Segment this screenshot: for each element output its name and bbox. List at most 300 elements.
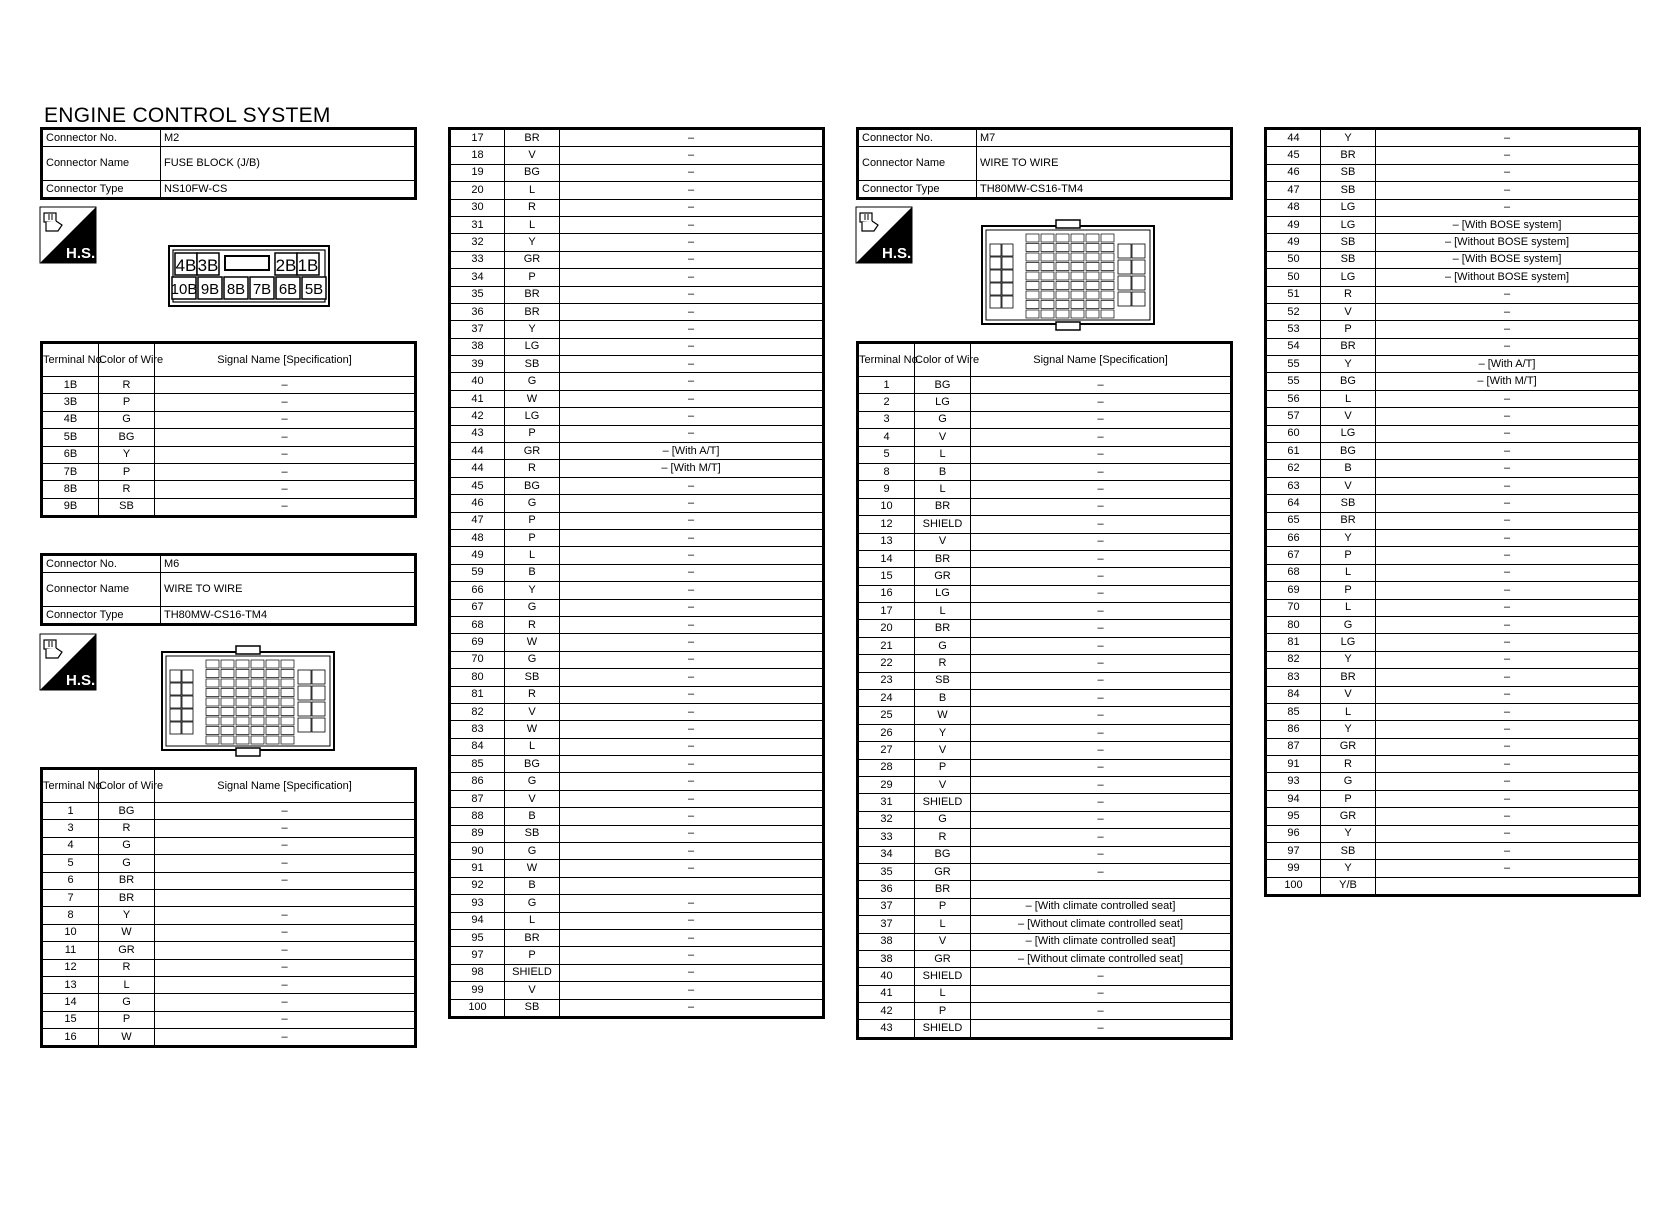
wire-color-cell: SB bbox=[505, 825, 560, 842]
table-row bbox=[1266, 616, 1640, 633]
terminal-no-cell: 35 bbox=[858, 863, 915, 880]
wire-color-cell: BR bbox=[505, 929, 560, 946]
wire-color-cell: G bbox=[505, 895, 560, 912]
wire-color-cell: Y bbox=[1321, 651, 1376, 668]
terminal-table-m2 bbox=[40, 341, 417, 518]
table-row bbox=[858, 516, 1232, 533]
wire-color-cell: Y bbox=[1321, 356, 1376, 373]
hs-badge-text: H.S. bbox=[66, 672, 96, 689]
table-row bbox=[858, 829, 1232, 846]
table-row bbox=[1266, 669, 1640, 686]
signal-name-cell: – bbox=[560, 512, 824, 529]
signal-name-cell: – bbox=[560, 773, 824, 790]
signal-name-cell: – bbox=[560, 286, 824, 303]
terminal-no-cell: 48 bbox=[450, 529, 505, 546]
signal-name-cell: – bbox=[155, 803, 416, 820]
table-row bbox=[42, 837, 416, 854]
signal-name-cell: – bbox=[1376, 860, 1640, 877]
signal-name-cell: – bbox=[971, 603, 1232, 620]
terminal-no-cell: 31 bbox=[858, 794, 915, 811]
wire-color-cell: V bbox=[915, 933, 971, 950]
wire-color-cell: BG bbox=[915, 377, 971, 394]
table-row bbox=[858, 533, 1232, 550]
wire-color-cell: SB bbox=[915, 672, 971, 689]
terminal-no-cell: 5B bbox=[42, 429, 99, 446]
table-row bbox=[858, 724, 1232, 741]
signal-name-cell: – bbox=[560, 547, 824, 564]
signal-name-cell: – bbox=[971, 411, 1232, 428]
table-row bbox=[858, 585, 1232, 602]
wire-color-cell: L bbox=[915, 481, 971, 498]
connector-info-m7 bbox=[856, 127, 1233, 200]
signal-name-cell: – bbox=[971, 377, 1232, 394]
table-row bbox=[858, 446, 1232, 463]
table-row bbox=[450, 843, 824, 860]
table-row bbox=[858, 811, 1232, 828]
terminal-no-cell: 83 bbox=[450, 721, 505, 738]
wire-color-cell: GR bbox=[1321, 808, 1376, 825]
terminal-no-cell: 26 bbox=[858, 724, 915, 741]
terminal-no-header: Terminal No. bbox=[42, 343, 99, 377]
table-row bbox=[858, 881, 1232, 898]
table-row bbox=[858, 690, 1232, 707]
terminal-no-cell: 13 bbox=[858, 533, 915, 550]
pin-label: 7B bbox=[252, 281, 272, 298]
wire-color-cell: R bbox=[1321, 756, 1376, 773]
terminal-table-m7 bbox=[856, 341, 1233, 1040]
color-of-wire-header: Color of Wire bbox=[915, 343, 971, 377]
table-row bbox=[450, 982, 824, 999]
table-row bbox=[858, 742, 1232, 759]
table-row bbox=[450, 651, 824, 668]
terminal-no-cell: 88 bbox=[450, 808, 505, 825]
wire-color-cell: Y bbox=[1321, 721, 1376, 738]
table-row bbox=[1266, 425, 1640, 442]
table-row bbox=[1266, 460, 1640, 477]
wire-color-cell: BG bbox=[1321, 373, 1376, 390]
terminal-no-cell: 80 bbox=[450, 669, 505, 686]
wire-color-cell: G bbox=[505, 373, 560, 390]
table-row bbox=[450, 895, 824, 912]
wire-color-cell: W bbox=[99, 1029, 155, 1047]
terminal-table-m6-continued bbox=[448, 127, 825, 1019]
connector-type-label: Connector Type bbox=[42, 607, 161, 625]
terminal-no-cell: 49 bbox=[1266, 234, 1321, 251]
signal-name-header: Signal Name [Specification] bbox=[971, 343, 1232, 377]
terminal-no-cell: 53 bbox=[1266, 321, 1321, 338]
table-row bbox=[42, 1011, 416, 1028]
terminal-no-cell: 83 bbox=[1266, 669, 1321, 686]
terminal-no-cell: 47 bbox=[450, 512, 505, 529]
signal-name-cell: – bbox=[560, 408, 824, 425]
signal-name-cell: – bbox=[971, 985, 1232, 1002]
wire-color-cell: P bbox=[1321, 582, 1376, 599]
signal-name-cell: – bbox=[971, 742, 1232, 759]
signal-name-cell: – bbox=[560, 860, 824, 877]
terminal-table-m6-wrap bbox=[40, 767, 417, 1048]
signal-name-cell: – bbox=[560, 651, 824, 668]
signal-name-cell: – bbox=[1376, 495, 1640, 512]
wire-color-cell: R bbox=[99, 959, 155, 976]
signal-name-cell: – bbox=[1376, 825, 1640, 842]
table-row bbox=[1266, 182, 1640, 199]
table-row bbox=[1266, 808, 1640, 825]
terminal-no-cell: 1 bbox=[42, 803, 99, 820]
signal-name-cell: – bbox=[560, 721, 824, 738]
terminal-no-cell: 100 bbox=[1266, 877, 1321, 895]
wire-color-cell: GR bbox=[505, 443, 560, 460]
connector-name-value: FUSE BLOCK (J/B) bbox=[161, 147, 416, 181]
terminal-no-cell: 8 bbox=[858, 463, 915, 480]
signal-name-cell: – bbox=[971, 550, 1232, 567]
connector-name-value: WIRE TO WIRE bbox=[977, 147, 1232, 181]
signal-name-cell: – bbox=[1376, 460, 1640, 477]
table-row bbox=[858, 916, 1232, 933]
table-row bbox=[1266, 303, 1640, 320]
wire-color-cell: BR bbox=[915, 550, 971, 567]
table-row bbox=[858, 463, 1232, 480]
table-row bbox=[858, 985, 1232, 1002]
table-row bbox=[858, 568, 1232, 585]
wire-color-cell: W bbox=[915, 707, 971, 724]
table-row bbox=[42, 976, 416, 993]
terminal-no-cell: 12 bbox=[858, 516, 915, 533]
signal-name-cell: – bbox=[971, 516, 1232, 533]
wire-color-cell: R bbox=[99, 481, 155, 498]
terminal-no-cell: 43 bbox=[450, 425, 505, 442]
signal-name-cell: – bbox=[560, 686, 824, 703]
terminal-no-cell: 55 bbox=[1266, 373, 1321, 390]
signal-name-cell: – bbox=[155, 820, 416, 837]
terminal-no-cell: 10 bbox=[42, 924, 99, 941]
signal-name-cell: – bbox=[971, 707, 1232, 724]
signal-name-cell: – bbox=[560, 529, 824, 546]
terminal-no-cell: 38 bbox=[858, 933, 915, 950]
signal-name-cell: – bbox=[155, 463, 416, 480]
signal-name-cell: – bbox=[1376, 582, 1640, 599]
terminal-no-cell: 45 bbox=[1266, 147, 1321, 164]
wire-color-cell: G bbox=[99, 855, 155, 872]
signal-name-cell: – bbox=[560, 269, 824, 286]
wire-color-cell: L bbox=[99, 976, 155, 993]
wire-color-cell: G bbox=[505, 773, 560, 790]
terminal-no-cell: 2 bbox=[858, 394, 915, 411]
color-of-wire-header: Color of Wire bbox=[99, 769, 155, 803]
signal-name-cell: – bbox=[560, 373, 824, 390]
table-row bbox=[450, 286, 824, 303]
wire-color-cell: L bbox=[1321, 390, 1376, 407]
table-row bbox=[1266, 860, 1640, 877]
table-row bbox=[42, 446, 416, 463]
terminal-no-cell: 47 bbox=[1266, 182, 1321, 199]
terminal-no-cell: 28 bbox=[858, 759, 915, 776]
signal-name-cell: – bbox=[155, 394, 416, 411]
terminal-no-cell: 40 bbox=[858, 968, 915, 985]
wire-color-cell: SB bbox=[505, 669, 560, 686]
signal-name-cell: – bbox=[560, 182, 824, 199]
table-row bbox=[450, 947, 824, 964]
terminal-no-cell: 81 bbox=[450, 686, 505, 703]
terminal-no-cell: 42 bbox=[858, 1003, 915, 1020]
table-row bbox=[1266, 582, 1640, 599]
wire-color-cell: W bbox=[505, 860, 560, 877]
terminal-no-cell: 20 bbox=[450, 182, 505, 199]
signal-name-cell: – bbox=[1376, 634, 1640, 651]
connector-info-m2 bbox=[40, 127, 417, 200]
wire-color-cell: P bbox=[1321, 547, 1376, 564]
wire-color-cell: BG bbox=[505, 477, 560, 494]
table-row bbox=[42, 907, 416, 924]
terminal-no-cell: 64 bbox=[1266, 495, 1321, 512]
wire-color-cell: V bbox=[915, 429, 971, 446]
wire-color-cell: BG bbox=[99, 803, 155, 820]
signal-name-cell: – bbox=[971, 394, 1232, 411]
table-row bbox=[450, 216, 824, 233]
signal-name-cell: – bbox=[971, 498, 1232, 515]
wire-color-cell: LG bbox=[1321, 269, 1376, 286]
table-row bbox=[42, 872, 416, 889]
table-row bbox=[450, 199, 824, 216]
terminal-no-cell: 18 bbox=[450, 147, 505, 164]
wire-color-cell: GR bbox=[915, 863, 971, 880]
terminal-no-cell: 3 bbox=[42, 820, 99, 837]
table-row bbox=[1266, 843, 1640, 860]
terminal-no-cell: 86 bbox=[450, 773, 505, 790]
wire-color-cell: BR bbox=[505, 303, 560, 320]
table-row bbox=[1266, 825, 1640, 842]
wire-color-cell: Y bbox=[505, 234, 560, 251]
wire-color-cell: BG bbox=[505, 164, 560, 181]
signal-name-cell: – bbox=[560, 356, 824, 373]
table-row bbox=[1266, 321, 1640, 338]
signal-name-cell: – bbox=[1376, 773, 1640, 790]
wire-color-cell: BR bbox=[1321, 338, 1376, 355]
terminal-no-cell: 69 bbox=[450, 634, 505, 651]
hs-badge-text: H.S. bbox=[66, 245, 96, 262]
terminal-no-cell: 30 bbox=[450, 199, 505, 216]
table-row bbox=[42, 803, 416, 820]
terminal-no-cell: 59 bbox=[450, 564, 505, 581]
table-row bbox=[450, 999, 824, 1017]
signal-name-cell: – bbox=[1376, 390, 1640, 407]
pin-label: 8B bbox=[226, 281, 246, 298]
table-row bbox=[450, 703, 824, 720]
signal-name-cell: – bbox=[560, 912, 824, 929]
terminal-table-m2-wrap bbox=[40, 341, 417, 518]
wire-color-cell: SB bbox=[1321, 234, 1376, 251]
connector-type-value: TH80MW-CS16-TM4 bbox=[977, 181, 1232, 199]
wire-color-cell: Y bbox=[1321, 860, 1376, 877]
table-row bbox=[42, 377, 416, 394]
signal-name-cell: – bbox=[971, 829, 1232, 846]
page-title: ENGINE CONTROL SYSTEM bbox=[44, 104, 331, 127]
wire-color-cell: Y bbox=[915, 724, 971, 741]
table-row bbox=[1266, 199, 1640, 216]
connector-name-label: Connector Name bbox=[42, 573, 161, 607]
terminal-table-m7-continued bbox=[1264, 127, 1641, 897]
terminal-no-cell: 51 bbox=[1266, 286, 1321, 303]
table-row bbox=[1266, 756, 1640, 773]
wire-color-cell: V bbox=[915, 742, 971, 759]
connector-info-m6-wrap bbox=[40, 553, 417, 626]
signal-name-cell: – bbox=[1376, 547, 1640, 564]
wire-color-cell: B bbox=[915, 463, 971, 480]
table-row bbox=[858, 498, 1232, 515]
table-row bbox=[1266, 286, 1640, 303]
signal-name-cell: – bbox=[971, 533, 1232, 550]
table-row bbox=[1266, 164, 1640, 181]
table-row bbox=[1266, 251, 1640, 268]
terminal-no-cell: 4 bbox=[42, 837, 99, 854]
table-row bbox=[450, 686, 824, 703]
signal-name-cell: – bbox=[155, 1011, 416, 1028]
signal-name-cell: – bbox=[560, 947, 824, 964]
signal-name-cell: – bbox=[155, 377, 416, 394]
signal-name-cell: – bbox=[155, 942, 416, 959]
signal-name-cell: – bbox=[560, 616, 824, 633]
terminal-no-cell: 37 bbox=[858, 898, 915, 915]
signal-name-cell: – bbox=[155, 837, 416, 854]
table-row bbox=[450, 390, 824, 407]
signal-name-cell: – bbox=[1376, 303, 1640, 320]
table-row bbox=[450, 408, 824, 425]
wire-color-cell: G bbox=[505, 843, 560, 860]
pin-label: 1B bbox=[297, 256, 319, 275]
signal-name-cell: – bbox=[1376, 408, 1640, 425]
wire-color-cell: V bbox=[505, 703, 560, 720]
wire-color-cell: V bbox=[1321, 477, 1376, 494]
wire-color-cell: R bbox=[505, 460, 560, 477]
terminal-no-cell: 61 bbox=[1266, 443, 1321, 460]
table-row bbox=[42, 855, 416, 872]
signal-name-cell: – bbox=[560, 495, 824, 512]
connector-info-m6 bbox=[40, 553, 417, 626]
terminal-no-cell: 20 bbox=[858, 620, 915, 637]
signal-name-cell: – bbox=[971, 968, 1232, 985]
signal-name-cell: – bbox=[560, 303, 824, 320]
terminal-no-cell: 14 bbox=[42, 994, 99, 1011]
terminal-no-cell: 65 bbox=[1266, 512, 1321, 529]
terminal-no-cell: 66 bbox=[1266, 529, 1321, 546]
terminal-no-cell: 16 bbox=[858, 585, 915, 602]
wire-color-cell: R bbox=[505, 616, 560, 633]
wire-color-cell: R bbox=[505, 686, 560, 703]
table-row bbox=[1266, 790, 1640, 807]
connector-no-value: M2 bbox=[161, 129, 416, 147]
terminal-no-cell: 87 bbox=[1266, 738, 1321, 755]
terminal-no-cell: 15 bbox=[42, 1011, 99, 1028]
table-row bbox=[858, 620, 1232, 637]
terminal-no-cell: 5 bbox=[858, 446, 915, 463]
signal-name-cell: – bbox=[1376, 512, 1640, 529]
wire-color-cell: Y bbox=[1321, 129, 1376, 147]
signal-name-cell: – [With M/T] bbox=[560, 460, 824, 477]
table-row bbox=[42, 959, 416, 976]
signal-name-cell: – [With climate controlled seat] bbox=[971, 933, 1232, 950]
wire-color-cell: V bbox=[505, 790, 560, 807]
signal-name-cell: – bbox=[560, 790, 824, 807]
table-row bbox=[1266, 651, 1640, 668]
table-row bbox=[858, 377, 1232, 394]
table-row bbox=[1266, 547, 1640, 564]
wire-color-cell: G bbox=[1321, 616, 1376, 633]
table-row bbox=[450, 634, 824, 651]
signal-name-cell: – bbox=[560, 669, 824, 686]
wire-color-cell: BR bbox=[505, 129, 560, 147]
terminal-no-cell: 24 bbox=[858, 690, 915, 707]
wire-color-cell: SHIELD bbox=[915, 516, 971, 533]
table-row bbox=[450, 564, 824, 581]
wire-color-cell: G bbox=[99, 994, 155, 1011]
wire-color-cell: SHIELD bbox=[915, 968, 971, 985]
pin-label: 3B bbox=[197, 256, 219, 275]
terminal-no-cell: 67 bbox=[450, 599, 505, 616]
signal-name-cell: – bbox=[1376, 529, 1640, 546]
terminal-no-cell: 93 bbox=[450, 895, 505, 912]
signal-name-cell: – bbox=[560, 425, 824, 442]
terminal-no-cell: 15 bbox=[858, 568, 915, 585]
signal-name-cell: – bbox=[971, 846, 1232, 863]
terminal-no-cell: 6B bbox=[42, 446, 99, 463]
terminal-no-cell: 89 bbox=[450, 825, 505, 842]
signal-name-cell: – bbox=[560, 164, 824, 181]
terminal-no-cell: 33 bbox=[858, 829, 915, 846]
table-row bbox=[450, 147, 824, 164]
table-row bbox=[450, 790, 824, 807]
signal-name-cell: – [Without climate controlled seat] bbox=[971, 950, 1232, 967]
table-row bbox=[450, 582, 824, 599]
wire-color-cell: P bbox=[505, 512, 560, 529]
terminal-no-cell: 46 bbox=[1266, 164, 1321, 181]
connector-type-value: NS10FW-CS bbox=[161, 181, 416, 199]
signal-name-cell: – bbox=[1376, 321, 1640, 338]
wire-color-cell: G bbox=[99, 837, 155, 854]
signal-name-cell: – bbox=[155, 1029, 416, 1047]
signal-name-cell: – bbox=[560, 564, 824, 581]
terminal-no-cell: 60 bbox=[1266, 425, 1321, 442]
table-row bbox=[858, 794, 1232, 811]
terminal-no-cell: 94 bbox=[1266, 790, 1321, 807]
wire-color-cell: R bbox=[99, 820, 155, 837]
signal-name-cell: – bbox=[560, 216, 824, 233]
signal-name-cell: – bbox=[560, 982, 824, 999]
table-row bbox=[1266, 564, 1640, 581]
table-row bbox=[450, 808, 824, 825]
terminal-no-cell: 63 bbox=[1266, 477, 1321, 494]
terminal-no-cell: 69 bbox=[1266, 582, 1321, 599]
wire-color-cell: GR bbox=[99, 942, 155, 959]
wire-color-cell: SHIELD bbox=[505, 964, 560, 981]
connector-type-value: TH80MW-CS16-TM4 bbox=[161, 607, 416, 625]
table-row bbox=[450, 164, 824, 181]
terminal-no-cell: 8 bbox=[42, 907, 99, 924]
wire-color-cell: G bbox=[505, 651, 560, 668]
wire-color-cell: B bbox=[1321, 460, 1376, 477]
table-row bbox=[450, 721, 824, 738]
signal-name-cell: – bbox=[1376, 616, 1640, 633]
wire-color-cell: P bbox=[915, 759, 971, 776]
wire-color-cell: GR bbox=[1321, 738, 1376, 755]
table-row bbox=[42, 481, 416, 498]
wire-color-cell: R bbox=[915, 655, 971, 672]
terminal-no-cell: 42 bbox=[450, 408, 505, 425]
connector-no-value: M7 bbox=[977, 129, 1232, 147]
wire-color-cell: Y bbox=[1321, 825, 1376, 842]
terminal-table-m7-cont-wrap bbox=[1264, 127, 1641, 897]
signal-name-cell: – bbox=[971, 811, 1232, 828]
table-row bbox=[858, 672, 1232, 689]
signal-name-cell: – bbox=[560, 738, 824, 755]
